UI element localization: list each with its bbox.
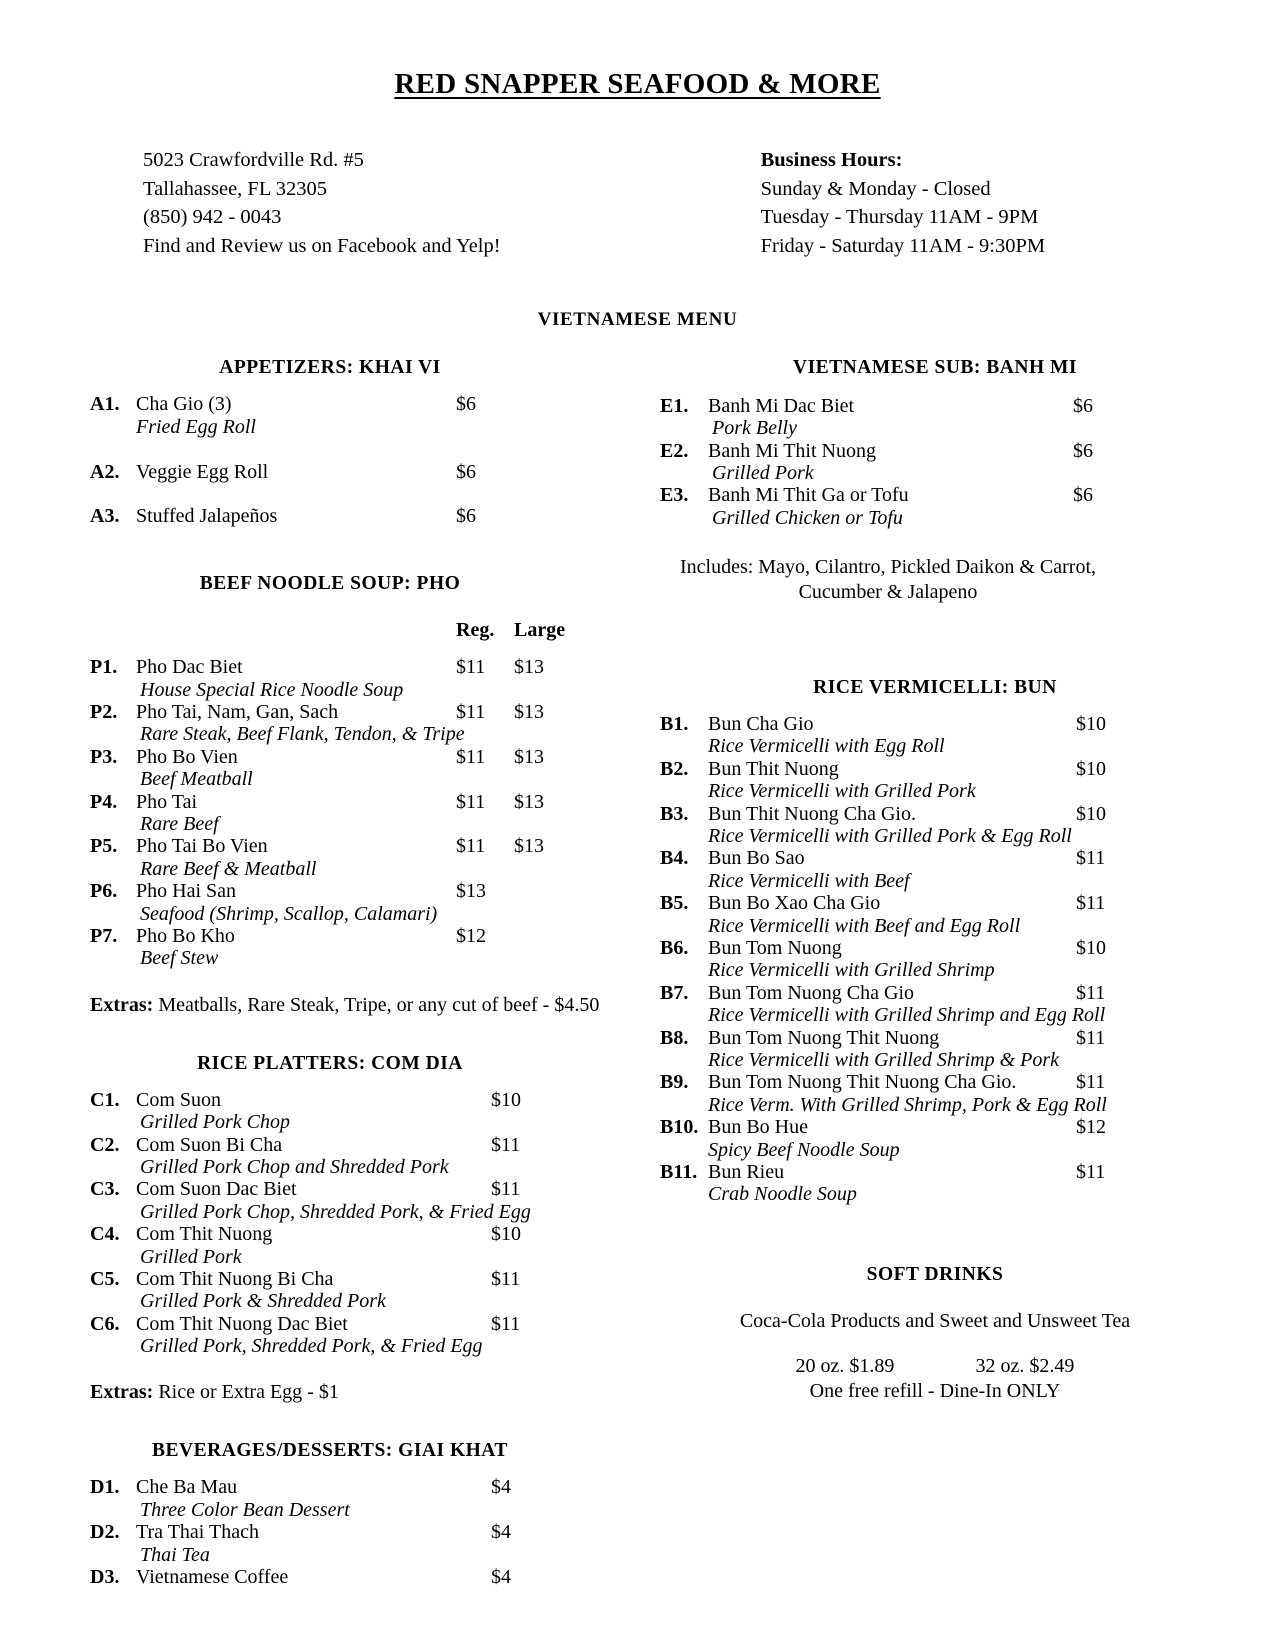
menu-item xyxy=(90,1521,600,1566)
extras-label: Extras: xyxy=(90,993,154,1016)
item-price-large: $13 xyxy=(514,745,544,768)
item-description: Rice Vermicelli with Beef and Egg Roll xyxy=(708,914,1021,937)
item-code: A3. xyxy=(90,504,120,527)
item-description: Rare Steak, Beef Flank, Tendon, & Tripe xyxy=(140,723,465,746)
section-heading-rice-platters: RICE PLATTERS: COM DIA xyxy=(197,1052,463,1074)
item-code: B9. xyxy=(660,1071,689,1094)
menu-item xyxy=(90,701,600,746)
extras-text: Rice or Extra Egg - $1 xyxy=(153,1381,339,1404)
item-price: $11 xyxy=(1076,1071,1106,1094)
restaurant-title: RED SNAPPER SEAFOOD & MORE xyxy=(394,68,881,100)
item-description: Grilled Pork xyxy=(712,461,814,484)
item-price: $11 xyxy=(1076,1160,1106,1183)
business-hours-title: Business Hours: xyxy=(760,149,903,171)
item-price: $6 xyxy=(456,460,476,483)
item-name: Bun Cha Gio xyxy=(708,713,814,736)
item-code: B4. xyxy=(660,847,689,870)
menu-item xyxy=(90,925,600,970)
item-price-large: $13 xyxy=(514,790,544,813)
item-code: D1. xyxy=(90,1476,120,1499)
item-price: $11 xyxy=(1076,892,1106,915)
menu-columns xyxy=(0,357,1275,1589)
item-name: Stuffed Jalapeños xyxy=(136,504,278,527)
item-name: Vietnamese Coffee xyxy=(136,1566,289,1589)
item-code: P4. xyxy=(90,790,118,813)
item-price-large: $13 xyxy=(514,701,544,724)
banh-mi-list xyxy=(660,395,1275,529)
item-description: Crab Noodle Soup xyxy=(708,1183,857,1206)
bun-list xyxy=(660,713,1275,1206)
includes-line-2: Cucumber & Jalapeno xyxy=(798,581,978,604)
item-code: E3. xyxy=(660,484,689,507)
address-block xyxy=(143,146,501,261)
item-name: Bun Bo Sao xyxy=(708,847,805,870)
item-price-large: $13 xyxy=(514,835,544,858)
soft-drinks-prices xyxy=(655,1355,1215,1378)
item-price-regular: $13 xyxy=(456,880,486,903)
item-code: E1. xyxy=(660,394,689,417)
menu-item xyxy=(660,1071,1275,1116)
item-name: Veggie Egg Roll xyxy=(136,460,269,483)
item-name: Cha Gio (3) xyxy=(136,392,232,415)
menu-item xyxy=(660,713,1275,758)
item-code: C3. xyxy=(90,1178,120,1201)
item-description: Rice Vermicelli with Egg Roll xyxy=(708,735,945,758)
item-price-regular: $12 xyxy=(456,925,486,947)
item-code: E2. xyxy=(660,439,689,462)
item-price: $6 xyxy=(456,392,476,415)
column-header-regular: Reg. xyxy=(456,619,495,642)
item-name: Pho Tai Bo Vien xyxy=(136,835,268,858)
menu-item xyxy=(660,1161,1275,1206)
item-description: Spicy Beef Noodle Soup xyxy=(708,1138,900,1161)
hours-line-1: Sunday & Monday - Closed xyxy=(760,177,991,200)
item-name: Bun Thit Nuong xyxy=(708,757,839,780)
item-code: D3. xyxy=(90,1566,120,1589)
menu-item xyxy=(660,758,1275,803)
item-description: Pork Belly xyxy=(712,417,797,440)
contact-hours-row xyxy=(0,101,1275,261)
extras-label: Extras: xyxy=(90,1381,154,1404)
menu-item xyxy=(90,1566,600,1588)
item-price: $6 xyxy=(1073,394,1093,417)
item-description: Rice Verm. With Grilled Shrimp, Pork & Egg Roll xyxy=(708,1093,1107,1116)
item-price: $12 xyxy=(1076,1116,1106,1139)
item-code: C6. xyxy=(90,1312,120,1335)
menu-item xyxy=(660,847,1275,892)
menu-item xyxy=(90,461,600,483)
item-name: Pho Tai, Nam, Gan, Sach xyxy=(136,701,339,724)
item-price: $11 xyxy=(491,1133,521,1156)
item-code: B10. xyxy=(660,1116,699,1139)
menu-item xyxy=(660,803,1275,848)
left-column xyxy=(0,357,600,1589)
item-name: Bun Tom Nuong Cha Gio xyxy=(708,981,915,1004)
menu-item xyxy=(660,937,1275,982)
section-heading-beverages: BEVERAGES/DESSERTS: GIAI KHAT xyxy=(152,1440,508,1462)
section-heading-pho: BEEF NOODLE SOUP: PHO xyxy=(199,573,461,595)
extras-text: Meatballs, Rare Steak, Tripe, or any cut of beef - $4.50 xyxy=(153,993,600,1016)
section-heading-bun: RICE VERMICELLI: BUN xyxy=(813,677,1057,699)
item-name: Banh Mi Thit Ga or Tofu xyxy=(708,484,909,507)
item-name: Bun Tom Nuong xyxy=(708,937,842,959)
soft-drinks-section xyxy=(600,1264,1275,1403)
item-description: Rare Beef & Meatball xyxy=(140,857,317,880)
right-column xyxy=(600,357,1275,1589)
menu-item xyxy=(90,835,600,880)
item-description: Seafood (Shrimp, Scallop, Calamari) xyxy=(140,902,438,925)
menu-item xyxy=(90,746,600,791)
item-price: $6 xyxy=(1073,484,1093,507)
menu-item xyxy=(660,982,1275,1027)
item-name: Pho Bo Vien xyxy=(136,745,238,768)
item-description: Rice Vermicelli with Grilled Shrimp xyxy=(708,959,995,982)
item-price: $10 xyxy=(491,1223,521,1246)
item-price: $11 xyxy=(491,1312,521,1335)
item-name: Pho Bo Kho xyxy=(136,925,235,947)
item-price-regular: $11 xyxy=(456,835,486,858)
pho-price-columns-header xyxy=(90,619,600,642)
item-description: Rice Vermicelli with Grilled Shrimp & Pork xyxy=(708,1048,1060,1071)
item-price: $10 xyxy=(1076,802,1106,825)
rice-platters-list xyxy=(90,1089,600,1358)
address-line-2: Tallahassee, FL 32305 xyxy=(143,177,327,200)
item-description: Rare Beef xyxy=(140,813,219,836)
item-price: $10 xyxy=(1076,937,1106,959)
rice-extras-note xyxy=(90,1381,600,1404)
item-description: Beef Stew xyxy=(140,947,219,970)
item-price: $6 xyxy=(456,504,476,527)
item-name: Com Suon Bi Cha xyxy=(136,1133,283,1156)
menu-item xyxy=(90,1223,600,1268)
item-description: Grilled Pork & Shredded Pork xyxy=(140,1290,386,1313)
item-price: $4 xyxy=(491,1476,511,1499)
menu-item xyxy=(90,791,600,836)
item-code: B3. xyxy=(660,802,689,825)
menu-item xyxy=(660,892,1275,937)
social-note: Find and Review us on Facebook and Yelp! xyxy=(143,235,501,258)
item-description: Fried Egg Roll xyxy=(136,416,256,439)
menu-item xyxy=(90,1313,600,1358)
item-name: Com Thit Nuong Dac Biet xyxy=(136,1312,348,1335)
item-price-regular: $11 xyxy=(456,701,486,724)
item-description: Beef Meatball xyxy=(140,768,253,791)
item-price-regular: $11 xyxy=(456,790,486,813)
beverages-list xyxy=(90,1476,600,1588)
item-price-large: $13 xyxy=(514,656,544,679)
phone-number: (850) 942 - 0043 xyxy=(143,206,282,229)
item-price: $11 xyxy=(491,1267,521,1290)
soft-drink-size-large: 32 oz. $2.49 xyxy=(975,1354,1075,1377)
item-code: C2. xyxy=(90,1133,120,1156)
item-price: $10 xyxy=(1076,713,1106,736)
item-code: B2. xyxy=(660,757,689,780)
item-price: $10 xyxy=(1076,757,1106,780)
item-name: Che Ba Mau xyxy=(136,1476,238,1499)
item-code: B1. xyxy=(660,713,689,736)
menu-item xyxy=(660,1116,1275,1161)
menu-banner: VIETNAMESE MENU xyxy=(537,308,738,330)
appetizers-list xyxy=(90,393,600,528)
item-description: Grilled Pork xyxy=(140,1245,242,1268)
banh-mi-includes-note xyxy=(608,555,1168,605)
item-description: Rice Vermicelli with Beef xyxy=(708,869,910,892)
item-name: Com Thit Nuong xyxy=(136,1223,273,1246)
item-name: Com Suon Dac Biet xyxy=(136,1178,297,1201)
soft-drinks-subtitle: Coca-Cola Products and Sweet and Unsweet Tea xyxy=(739,1309,1131,1332)
pho-list xyxy=(90,656,600,969)
soft-drinks-refill-note: One free refill - Dine-In ONLY xyxy=(809,1379,1061,1402)
column-header-large: Large xyxy=(514,619,566,642)
item-name: Bun Thit Nuong Cha Gio. xyxy=(708,802,916,825)
item-name: Pho Tai xyxy=(136,790,198,813)
menu-item xyxy=(90,1089,600,1134)
address-line-1: 5023 Crawfordville Rd. #5 xyxy=(143,149,364,171)
menu-item xyxy=(90,656,600,701)
item-name: Banh Mi Dac Biet xyxy=(708,394,855,417)
item-code: P3. xyxy=(90,745,118,768)
item-code: B7. xyxy=(660,981,689,1004)
item-price-regular: $11 xyxy=(456,656,486,679)
item-description: Rice Vermicelli with Grilled Pork & Egg Roll xyxy=(708,825,1072,848)
item-code: P6. xyxy=(90,880,118,903)
item-code: B6. xyxy=(660,937,689,959)
item-code: B5. xyxy=(660,892,689,915)
section-heading-appetizers: APPETIZERS: KHAI VI xyxy=(219,356,441,378)
item-code: C1. xyxy=(90,1088,120,1111)
menu-item xyxy=(660,1027,1275,1072)
item-description: House Special Rice Noodle Soup xyxy=(140,678,404,701)
item-name: Pho Hai San xyxy=(136,880,236,903)
soft-drink-size-small: 20 oz. $1.89 xyxy=(795,1354,895,1377)
item-price: $4 xyxy=(491,1566,511,1589)
item-code: P2. xyxy=(90,701,118,724)
item-description: Three Color Bean Dessert xyxy=(140,1498,350,1521)
item-name: Bun Bo Xao Cha Gio xyxy=(708,892,881,915)
item-price: $11 xyxy=(1076,847,1106,870)
section-heading-soft-drinks: SOFT DRINKS xyxy=(866,1263,1004,1285)
item-price: $4 xyxy=(491,1521,511,1544)
menu-item xyxy=(90,1178,600,1223)
pho-extras-note xyxy=(90,994,600,1017)
item-price: $6 xyxy=(1073,439,1093,462)
menu-item xyxy=(90,880,600,925)
item-name: Banh Mi Thit Nuong xyxy=(708,439,876,462)
business-hours-block xyxy=(761,146,1046,261)
hours-line-2: Tuesday - Thursday 11AM - 9PM xyxy=(760,206,1039,229)
item-code: D2. xyxy=(90,1521,120,1544)
item-code: C4. xyxy=(90,1223,120,1246)
item-description: Grilled Pork Chop and Shredded Pork xyxy=(140,1155,449,1178)
item-code: P5. xyxy=(90,835,118,858)
hours-line-3: Friday - Saturday 11AM - 9:30PM xyxy=(760,235,1046,258)
item-description: Grilled Pork, Shredded Pork, & Fried Egg xyxy=(140,1335,483,1358)
item-price: $11 xyxy=(491,1178,521,1201)
item-code: C5. xyxy=(90,1267,120,1290)
item-name: Pho Dac Biet xyxy=(136,656,243,679)
menu-item xyxy=(90,393,600,439)
menu-item xyxy=(660,440,1275,485)
item-name: Bun Bo Hue xyxy=(708,1116,808,1139)
item-name: Tra Thai Thach xyxy=(136,1521,259,1544)
item-name: Com Thit Nuong Bi Cha xyxy=(136,1267,334,1290)
menu-item xyxy=(660,395,1275,440)
item-code: P1. xyxy=(90,656,118,679)
item-description: Rice Vermicelli with Grilled Shrimp and Egg Roll xyxy=(708,1004,1106,1027)
item-price: $10 xyxy=(491,1088,521,1111)
item-code: A2. xyxy=(90,460,120,483)
menu-item xyxy=(90,1268,600,1313)
menu-item xyxy=(90,1476,600,1521)
item-description: Grilled Pork Chop, Shredded Pork, & Fried Egg xyxy=(140,1200,531,1223)
item-name: Bun Rieu xyxy=(708,1160,785,1183)
section-heading-banh-mi: VIETNAMESE SUB: BANH MI xyxy=(793,356,1077,378)
item-name: Com Suon xyxy=(136,1088,222,1111)
menu-item xyxy=(90,505,600,527)
item-price: $11 xyxy=(1076,981,1106,1004)
item-description: Grilled Chicken or Tofu xyxy=(712,506,903,529)
item-name: Bun Tom Nuong Thit Nuong Cha Gio. xyxy=(708,1071,1017,1094)
item-code: A1. xyxy=(90,392,120,415)
item-price-regular: $11 xyxy=(456,745,486,768)
item-price: $11 xyxy=(1076,1026,1106,1049)
item-description: Grilled Pork Chop xyxy=(140,1111,290,1134)
item-code: B8. xyxy=(660,1026,689,1049)
item-description: Rice Vermicelli with Grilled Pork xyxy=(708,780,976,803)
includes-line-1: Includes: Mayo, Cilantro, Pickled Daikon & Carrot, xyxy=(679,556,1097,579)
menu-item xyxy=(90,1134,600,1179)
item-code: B11. xyxy=(660,1160,698,1183)
item-code: P7. xyxy=(90,925,118,947)
menu-item xyxy=(660,484,1275,529)
item-description: Thai Tea xyxy=(140,1543,210,1566)
item-name: Bun Tom Nuong Thit Nuong xyxy=(708,1026,940,1049)
